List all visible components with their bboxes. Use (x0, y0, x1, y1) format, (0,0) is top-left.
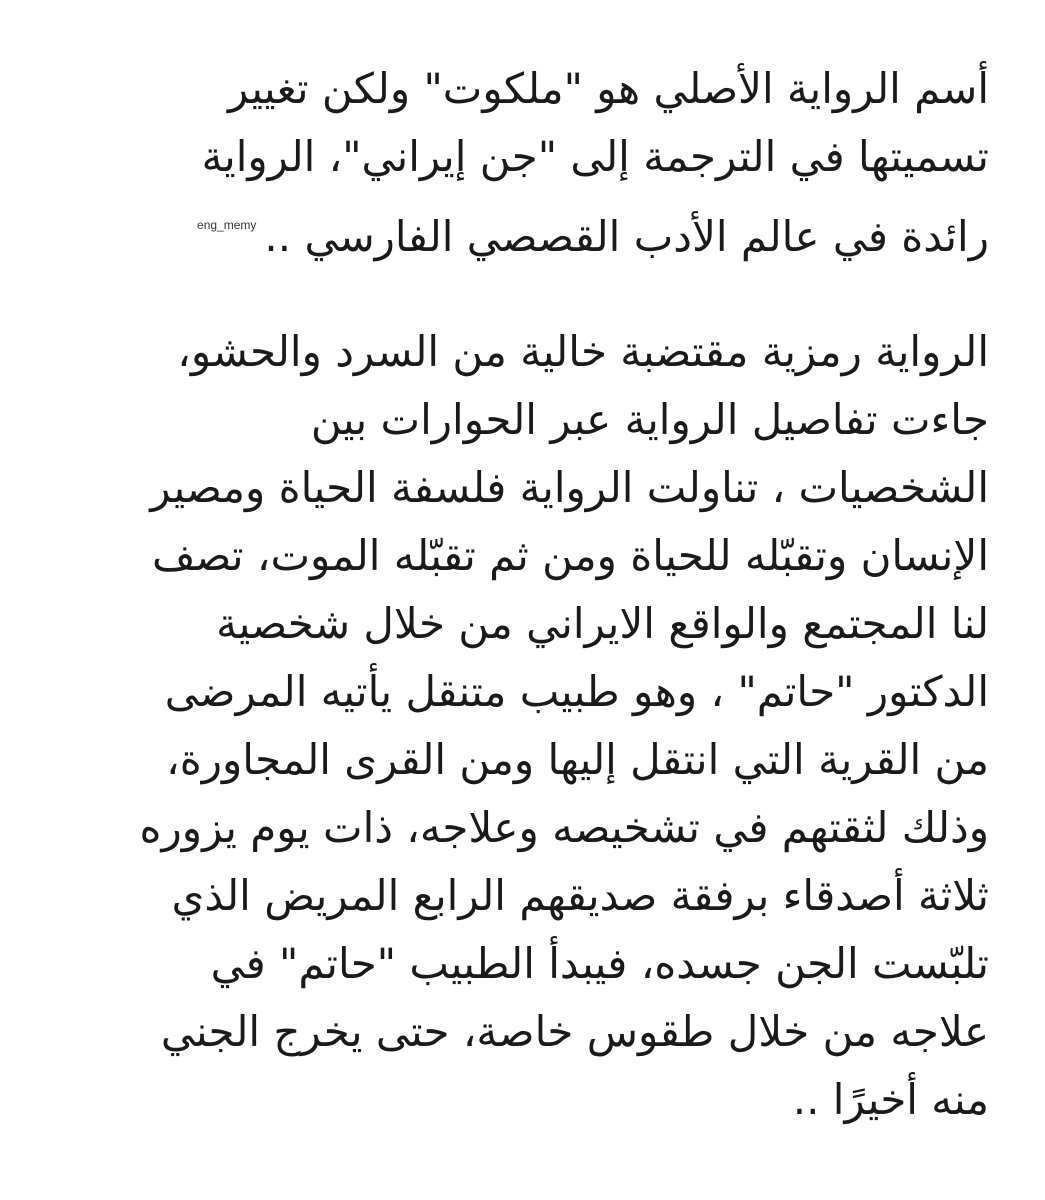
watermark-handle: eng_memy (197, 218, 257, 232)
text-line-with-watermark (39, 191, 989, 259)
text-line: الشخصيات ، تناولت الرواية فلسفة الحياة ومصير (150, 463, 989, 512)
body-paragraph (39, 318, 989, 1134)
text-line: علاجه من خلال طقوس خاصة، حتى يخرج الجني (160, 1007, 989, 1056)
text-line: الإنسان وتقبّله للحياة ومن ثم تقبّله الموت، تصف (151, 531, 989, 580)
text-line: أسم الرواية الأصلي هو "ملكوت" ولكن تغيير (228, 64, 989, 113)
text-line: من القرية التي انتقل إليها ومن القرى المجاورة، (166, 735, 989, 784)
text-line: منه أخيرًا .. (792, 1075, 989, 1124)
text-line: رائدة في عالم الأدب القصصي الفارسي .. (264, 212, 989, 261)
text-line: تسميتها في الترجمة إلى "جن إيراني"، الرواية (201, 132, 989, 181)
text-line: جاءت تفاصيل الرواية عبر الحوارات بين (310, 395, 989, 444)
text-line: الدكتور "حاتم" ، وهو طبيب متنقل يأتيه المرضى (164, 667, 989, 716)
intro-paragraph (39, 55, 989, 259)
text-line: الرواية رمزية مقتضبة خالية من السرد والحشو، (177, 327, 989, 376)
text-line: تلبّست الجن جسده، فيبدأ الطبيب "حاتم" في (210, 939, 989, 988)
text-line: ثلاثة أصدقاء برفقة صديقهم الرابع المريض الذي (171, 871, 989, 920)
text-line: وذلك لثقتهم في تشخيصه وعلاجه، ذات يوم يزوره (139, 803, 989, 852)
text-line: لنا المجتمع والواقع الايراني من خلال شخصية (216, 599, 989, 648)
